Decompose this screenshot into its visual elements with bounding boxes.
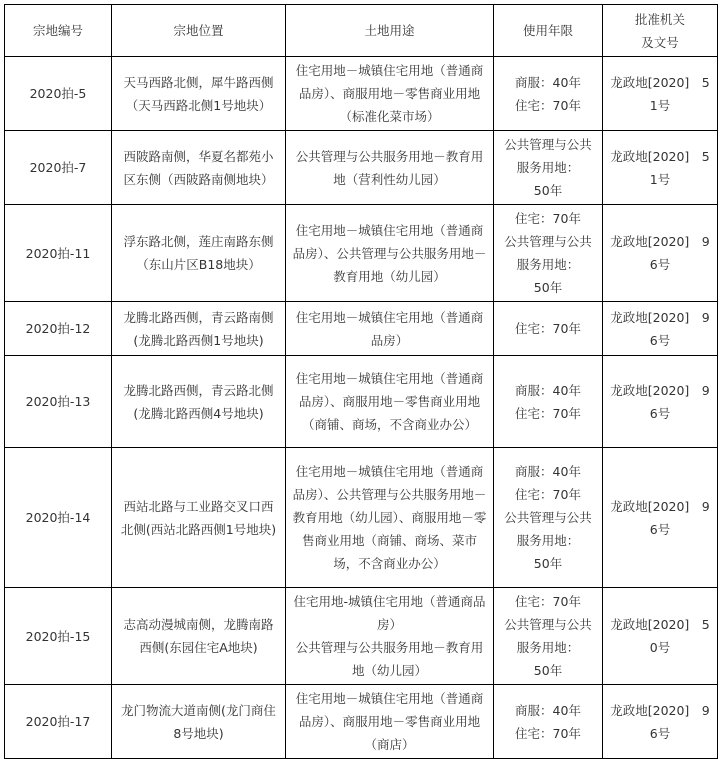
years-line: 公共管理与公共服务用地： bbox=[504, 510, 592, 548]
cell-years bbox=[494, 131, 603, 205]
cell-usage: 住宅用地－城镇住宅用地（普通商品房） bbox=[286, 302, 494, 356]
usage-line: 住宅用地-城镇住宅用地（普通商品房） bbox=[293, 594, 486, 632]
years-line: 商服：40年 bbox=[515, 464, 581, 479]
cell-years bbox=[494, 302, 603, 356]
table-row bbox=[5, 588, 718, 685]
header-years: 使用年限 bbox=[494, 5, 603, 57]
cell-location: 志高动漫城南侧，龙腾南路西侧(东园住宅A地块) bbox=[112, 588, 286, 685]
years-line: 50年 bbox=[533, 183, 563, 198]
cell-location: 浮东路北侧，莲庄南路东侧（东山片区B18地块） bbox=[112, 205, 286, 302]
header-approval-line2: 及文号 bbox=[641, 34, 679, 50]
cell-code: 2020拍-11 bbox=[5, 205, 112, 302]
cell-code: 2020拍-12 bbox=[5, 302, 112, 356]
cell-location: 天马西路北侧，犀牛路西侧（天马西路北侧1号地块） bbox=[112, 57, 286, 131]
header-approval-line1: 批准机关 bbox=[634, 11, 685, 27]
cell-usage: 住宅用地－城镇住宅用地（普通商品房）、商服用地－零售商业用地（商铺、商场，不含商业办公） bbox=[286, 356, 494, 448]
cell-location: 西陂路南侧，华夏名都苑小区东侧（西陂路南侧地块） bbox=[112, 131, 286, 205]
cell-approval: 龙政地[2020] 96号 bbox=[603, 448, 718, 588]
cell-approval: 龙政地[2020] 50号 bbox=[603, 588, 718, 685]
table-row bbox=[5, 205, 718, 302]
cell-approval: 龙政地[2020] 96号 bbox=[603, 205, 718, 302]
years-line: 住宅：70年 bbox=[515, 321, 581, 336]
cell-years bbox=[494, 685, 603, 759]
cell-code: 2020拍-7 bbox=[5, 131, 112, 205]
usage-line: 公共管理与公共服务用地－教育用地（幼儿园） bbox=[295, 640, 484, 678]
cell-usage: 公共管理与公共服务用地－教育用地（营利性幼儿园） bbox=[286, 131, 494, 205]
years-line: 商服：40年 bbox=[515, 702, 581, 718]
years-line: 住宅：70年 bbox=[515, 725, 581, 741]
cell-years bbox=[494, 205, 603, 302]
years-line: 公共管理与公共服务用地： bbox=[504, 617, 592, 655]
table-row bbox=[5, 685, 718, 759]
cell-code: 2020拍-14 bbox=[5, 448, 112, 588]
table-row bbox=[5, 356, 718, 448]
years-line: 50年 bbox=[533, 663, 563, 678]
cell-location: 龙门物流大道南侧(龙门商住8号地块) bbox=[112, 685, 286, 759]
cell-location: 西站北路与工业路交叉口西北侧(西站北路西侧1号地块) bbox=[112, 448, 286, 588]
cell-location: 龙腾北路西侧，青云路南侧(龙腾北路西侧1号地块) bbox=[112, 302, 286, 356]
header-location: 宗地位置 bbox=[112, 5, 286, 57]
years-line: 住宅：70年 bbox=[515, 405, 581, 421]
years-line: 商服：40年 bbox=[515, 74, 581, 90]
cell-usage: 住宅用地－城镇住宅用地（普通商品房）、商服用地－零售商业用地（商店） bbox=[286, 685, 494, 759]
table-row bbox=[5, 131, 718, 205]
cell-years bbox=[494, 57, 603, 131]
years-line: 公共管理与公共服务用地： bbox=[504, 234, 592, 272]
years-line: 住宅：70年 bbox=[515, 487, 581, 502]
years-line: 50年 bbox=[533, 280, 563, 295]
cell-years bbox=[494, 448, 603, 588]
header-approval bbox=[603, 5, 718, 57]
cell-approval: 龙政地[2020] 96号 bbox=[603, 356, 718, 448]
cell-years bbox=[494, 356, 603, 448]
years-line: 50年 bbox=[533, 556, 563, 571]
table-header-row bbox=[5, 5, 718, 57]
cell-years bbox=[494, 588, 603, 685]
cell-approval: 龙政地[2020] 96号 bbox=[603, 302, 718, 356]
header-usage: 土地用途 bbox=[286, 5, 494, 57]
table-row bbox=[5, 57, 718, 131]
cell-code: 2020拍-15 bbox=[5, 588, 112, 685]
years-line: 商服：40年 bbox=[515, 382, 581, 398]
years-line: 公共管理与公共服务用地： bbox=[504, 137, 592, 175]
cell-usage: 住宅用地－城镇住宅用地（普通商品房）、公共管理与公共服务用地－教育用地（幼儿园） bbox=[286, 205, 494, 302]
cell-usage: 住宅用地－城镇住宅用地（普通商品房）、商服用地－零售商业用地（标准化菜市场） bbox=[286, 57, 494, 131]
cell-usage: 住宅用地－城镇住宅用地（普通商品房）、公共管理与公共服务用地－教育用地（幼儿园）、商服用地－零售商业用地（商铺、商场、菜市场，不含商业办公） bbox=[286, 448, 494, 588]
cell-location: 龙腾北路西侧，青云路北侧(龙腾北路西侧4号地块) bbox=[112, 356, 286, 448]
cell-approval: 龙政地[2020] 51号 bbox=[603, 131, 718, 205]
cell-approval: 龙政地[2020] 96号 bbox=[603, 685, 718, 759]
years-line: 住宅：70年 bbox=[515, 594, 581, 609]
header-code: 宗地编号 bbox=[5, 5, 112, 57]
years-line: 住宅：70年 bbox=[515, 211, 581, 226]
years-line: 住宅：70年 bbox=[515, 97, 581, 113]
cell-code: 2020拍-5 bbox=[5, 57, 112, 131]
cell-usage bbox=[286, 588, 494, 685]
land-transfer-table bbox=[4, 4, 718, 759]
cell-code: 2020拍-13 bbox=[5, 356, 112, 448]
table-row bbox=[5, 448, 718, 588]
table-row bbox=[5, 302, 718, 356]
cell-code: 2020拍-17 bbox=[5, 685, 112, 759]
cell-approval: 龙政地[2020] 51号 bbox=[603, 57, 718, 131]
